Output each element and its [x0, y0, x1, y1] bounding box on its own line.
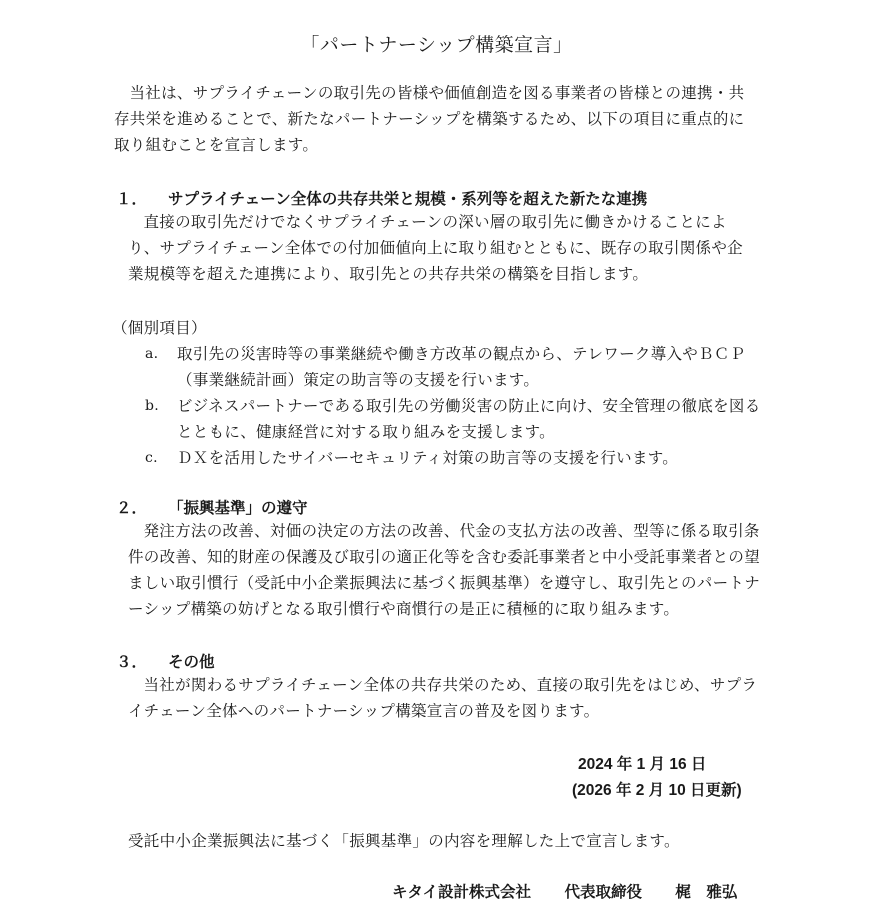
list-item [145, 393, 765, 445]
update-date: (2026 年 2 月 10 日更新) [572, 782, 742, 799]
section-2-body: 発注方法の改善、対価の決定の方法の改善、代金の支払方法の改善、型等に係る取引条件の改善、知的財産の保護及び取引の適正化等を含む委託事業者と中小受託事業者との望ましい取引慣行（受託中小企業振興法に基づく振興基準）を遵守し、取引先とのパートナーシップ構築の妨げとなる取引慣行や商慣行の是正に積極的に取り組みます。 [128, 522, 761, 618]
list-item-mark: c. [145, 450, 158, 466]
section-3-title: その他 [168, 652, 215, 671]
representative-name: 梶 雅弘 [675, 882, 738, 901]
list-item [145, 341, 765, 393]
list-item [145, 445, 765, 471]
section-3-number: ３． [116, 652, 148, 671]
section-1-title: サプライチェーン全体の共存共栄と規模・系列等を超えた新たな連携 [168, 189, 648, 208]
section-3-body: 当社が関わるサプライチェーン全体の共存共栄のため、直接の取引先をはじめ、サプライチェーン全体へのパートナーシップ構築宣言の普及を図ります。 [128, 676, 758, 720]
section-2-title: 「振興基準」の遵守 [168, 498, 308, 517]
list-item-text: ビジネスパートナーである取引先の労働災害の防止に向け、安全管理の徹底を図るとともに、健康経営に対する取り組みを支援します。 [177, 397, 761, 441]
section-1-body: 直接の取引先だけでなくサプライチェーンの深い層の取引先に働きかけることにより、サプライチェーン全体での付加価値向上に取り組むとともに、既存の取引関係や企業規模等を超えた連携により、取引先との共存共栄の構築を目指します。 [128, 213, 743, 283]
list-item-text: ＤＸを活用したサイバーセキュリティ対策の助言等の支援を行います。 [177, 449, 679, 467]
section-3-heading [116, 650, 215, 672]
section-2-heading [116, 496, 308, 518]
closing-statement: 受託中小企業振興法に基づく「振興基準」の内容を理解した上で宣言します。 [128, 832, 680, 850]
company-name: キタイ設計株式会社 [392, 882, 532, 901]
document-title: 「パートナーシップ構築宣言」 [300, 34, 573, 56]
representative-position: 代表取締役 [564, 882, 642, 901]
signature-line [392, 880, 737, 902]
section-1-number: １． [116, 189, 148, 208]
intro-paragraph: 当社は、サプライチェーンの取引先の皆様や価値創造を図る事業者の皆様との連携・共存共栄を進めることで、新たなパートナーシップを構築するため、以下の項目に重点的に取り組むことを宣言します。 [114, 84, 745, 154]
section-1-heading [116, 187, 647, 209]
individual-items-label: （個別項目） [112, 319, 207, 337]
list-item-text: 取引先の災害時等の事業継続や働き方改革の観点から、テレワーク導入やＢＣＰ（事業継続計画）策定の助言等の支援を行います。 [177, 345, 746, 389]
section-2-number: ２． [116, 498, 148, 517]
list-item-mark: a. [145, 346, 159, 362]
list-item-mark: b. [145, 398, 160, 414]
declaration-date: 2024 年 1 月 16 日 [578, 756, 707, 773]
individual-items-list [145, 341, 765, 471]
